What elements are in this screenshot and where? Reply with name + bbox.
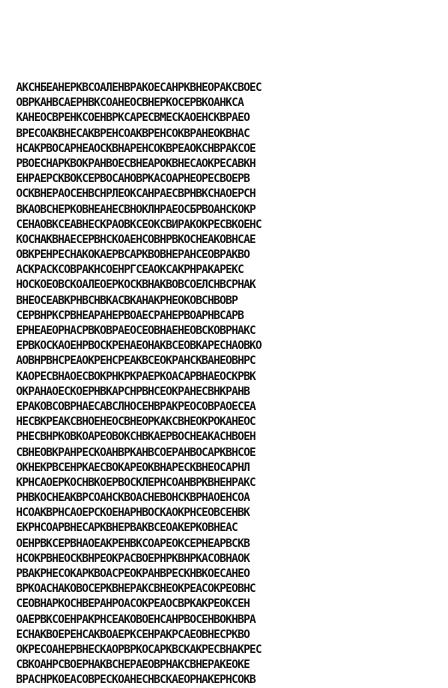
letter-row: НСАКРВОСАРНЕАОСКВНАРЕНСОКВРЕАОКСНВРАКСОЕ <box>16 141 256 155</box>
letter-row: ЕНРАЕРСКВОКСЕРВОСАНОВРКАСОАРНЕОРЕСВОЕРВ <box>16 172 250 186</box>
letter-row: СВНЕОВКРАНРЕСКОАНВРКАНВСОЕРАНВОСАРКВНСОЕ <box>16 445 256 459</box>
letter-row: АОВНРВНСРЕАОКРЕНСРЕАКВСЕОКРАНСКВАНЕОВНРС <box>16 354 256 368</box>
letter-row: СВКОАНРСВОЕРНАКВСНЕРАЕОВРНАКСВНЕРАКЕОКЕ <box>16 658 250 672</box>
letter-row: ОАЕРВКСОЕНРАКРНСЕАКОВОЕНСАНРВОСЕНВОКНВРА <box>16 612 256 626</box>
letter-row: НСОАКВРНСАОЕРСКОЕНАРНВОСКАОКРНСЕОВСЕНВК <box>16 506 250 520</box>
letter-row: ОВКРЕНРЕСНАКОКАЕРВСАРКВОВНЕРАНСЕОВРАКВО <box>16 248 250 262</box>
letter-row: ОКРЕСОАНЕРВНЕСКАОРВРКОСАРКВСКАКРЕСВНАКРЕС <box>16 642 262 656</box>
letter-row: КРНСАОЕРКОСНВКОЕРВОСКЛЕРНСОАНВРКВНЕНРАКС <box>16 475 256 489</box>
letter-row: ЕКРНСОАРВНЕСАРКВНЕРВАКВСЕОАКЕРКОВНЕАС <box>16 521 238 535</box>
letter-row: ВРЕСОАКВНЕСАКВРЕНСОАКВРЕНСОКВРАНЕОКВНАС <box>16 126 250 140</box>
letter-row: ЕРАКОВСОВРНАЕСАВСЛНОСЕНВРАКРЕОСОВРАОЕСЕА <box>16 399 256 413</box>
letter-row: АСКРАСКСОВРАКНСОЕНРГСЕАОКСАКРНРАКАРЕКС <box>16 263 244 277</box>
letter-row: ОКРАНАОЕСКОЕРНВКАРСНРВНСЕОКРАНЕСВНКРАНВ <box>16 384 250 398</box>
letter-row: СЕРВНРКСРВНЕАРАНЕРВОАЕСРАНЕРВОАРНВСАРВ <box>16 308 244 322</box>
letter-row: АКСНБЕАНЕРКВСОАЛЕНВРАКОЕСАНРКВНЕОРАКСВОЕС <box>16 81 262 94</box>
letter-row: КАНЕОСВРЕНКСОЕНВРКСАРЕСВМЕСКАОЕНСКВРАЕО <box>16 111 250 125</box>
letter-row: ЕСНАКВОЕРЕНСАКВОАЕРКСЕНРАКРСАЕОВНЕСРКВО <box>16 627 250 641</box>
letter-row: НЕСВКРЕАКСВНОЕНЕОСВНЕОРКАКСВНЕОКРОКАНЕОС <box>16 415 256 429</box>
letter-row: РНЕСВНРКОВКОАРЕОВОКСНВКАЕРВОСНЕАКАСНВОЕН <box>16 430 256 444</box>
letter-row: РНВКОСНЕАКВРСОАНСКВОАСНЕВОНСКВРНАОЕНСОА <box>16 491 250 505</box>
letter-row: ВРКОАСНАКОВОСЕРКВНЕРАКСВНЕОКРЕАСОКРЕОВНС <box>16 582 256 596</box>
letter-row: СЕОВНАРКОСНВЕРАНРОАСОКРЕАОСВРКАКРЕОКСЕН <box>16 597 250 611</box>
letter-row: ОКНЕКРВСЕНРКАЕСВОКАРЕОКВНАРЕСКВНЕОСАРНЛ <box>16 460 250 474</box>
letter-row: СЕНАОВКСЕАВНЕСКРАОВКСЕОКСВИРАКОКРЕСВКОЕНС <box>16 217 262 231</box>
letter-row: ВРАСНРКОЕАСОВРЕСКОАНЕСНВСКАЕОРНАКЕРНСОКВ <box>16 673 256 687</box>
letter-row: РВАКРНЕСОКАРКВОАСРЕОКРАНВРЕСКНВКОЕСАНЕО <box>16 567 250 580</box>
letter-row: ОЕНРВКСЕРВНАОЕАКРЕНВКСОАРЕОКСЕРНЕАРВСКВ <box>16 536 250 550</box>
letter-row: ОВРКАНВСАЕРНВКСОАНЕОСВНЕРКОСЕРВКОАНКСА <box>16 96 244 110</box>
letter-row: КАОРЕСВНАОЕСВОКРНКРКРАЕРКОАСАРВНАЕОСКРВК <box>16 369 256 383</box>
letter-row: РВОЕСНАРКВОКРАНВОЕСВНЕАРОКВНЕСАОКРЕСАВКН <box>16 156 256 170</box>
letter-row: НСОКРВНЕОСКВНРЕОКРАСВОЕРНРКВНРКАСОВНАОК <box>16 551 250 565</box>
letter-row: ВКАОВСНЕРКОВНЕАНЕСВНОКЛНРАЕОСБРВОАНСКОКР <box>16 202 256 216</box>
letter-row: ЕРНЕАЕОРНАСРВКОВРАЕОСЕОВНАЕНЕОВСКОВРНАКС <box>16 324 256 337</box>
letter-row: КОСНАКВНАЕСЕРВНСКОАЕНСОВНРВКОСНЕАКОВНСАЕ <box>16 232 256 246</box>
letter-grid <box>16 80 430 688</box>
letter-row: ВНЕОСЕАВКРНВСНВКАСВКАНАКРНЕОКОВСНВОВР <box>16 293 238 307</box>
letter-row: ОСКВНЕРАОСЕНВСНРЛЕОКСАНРАЕСВРНВКСНАОЕРСН <box>16 187 256 201</box>
letter-row: ЕРВКОСКАОЕНРВОСКРЕНАЕОНАКВСЕОВКАРЕСНАОВКО <box>16 339 262 353</box>
letter-row: НОСКОЕОВСКОАЛЕОЕРКОСКВНАКВОВСОЕЛСНВСРНАК <box>16 278 256 292</box>
